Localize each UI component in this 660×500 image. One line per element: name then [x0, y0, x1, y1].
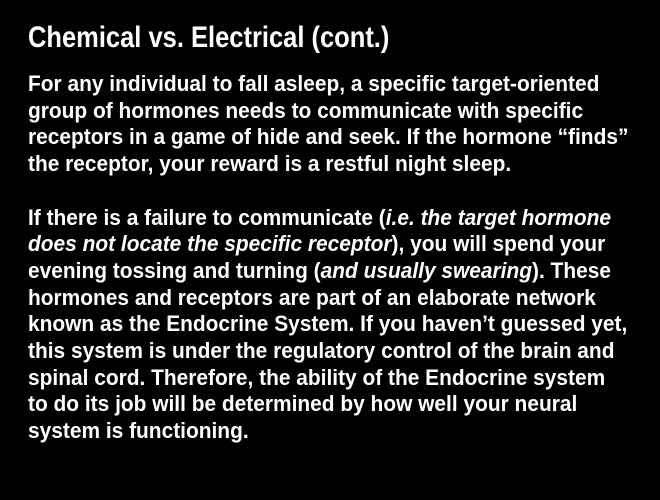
body-text: hormones and receptors are part of an elaborate network	[28, 284, 596, 310]
body-text: this system is under the regulatory control of the brain and	[28, 338, 615, 364]
body-text: to do its job will be determined by how well your neural	[28, 391, 578, 417]
body-paragraph	[28, 71, 628, 178]
body-text: the receptor, your reward is a restful night sleep.	[28, 151, 512, 177]
body-line	[28, 124, 628, 151]
slide-body	[28, 71, 628, 445]
body-text-italic: does not locate the specific receptor	[28, 231, 392, 257]
body-text: If there is a failure to communicate (	[28, 204, 386, 230]
body-line	[28, 338, 628, 365]
body-paragraph	[28, 205, 628, 445]
body-text: ), you will spend your	[391, 231, 606, 257]
body-text-italic: i.e. the target hormone	[385, 204, 612, 230]
body-text: spinal cord. Therefore, the ability of the Endocrine system	[28, 364, 606, 390]
body-line	[28, 98, 628, 125]
body-text: evening tossing and turning (	[28, 257, 321, 283]
body-text: known as the Endocrine System. If you haven’t guessed yet,	[28, 311, 628, 337]
body-text: For any individual to fall asleep, a specific target-oriented	[28, 71, 600, 96]
body-line	[28, 365, 628, 392]
body-line	[28, 205, 628, 232]
body-text: group of hormones needs to communicate with specific	[28, 97, 584, 123]
slide-title: Chemical vs. Electrical (cont.)	[28, 21, 390, 54]
body-text: receptors in a game of hide and seek. If the hormone “finds”	[28, 124, 629, 150]
body-line	[28, 285, 628, 312]
body-text: ). These	[531, 257, 611, 283]
body-text-italic: and usually swearing	[320, 257, 532, 283]
body-line	[28, 151, 628, 178]
body-text: system is functioning.	[28, 418, 249, 444]
body-line	[28, 418, 628, 445]
body-line	[28, 311, 628, 338]
body-line	[28, 71, 628, 98]
body-line	[28, 258, 628, 285]
body-line	[28, 231, 628, 258]
body-line	[28, 391, 628, 418]
